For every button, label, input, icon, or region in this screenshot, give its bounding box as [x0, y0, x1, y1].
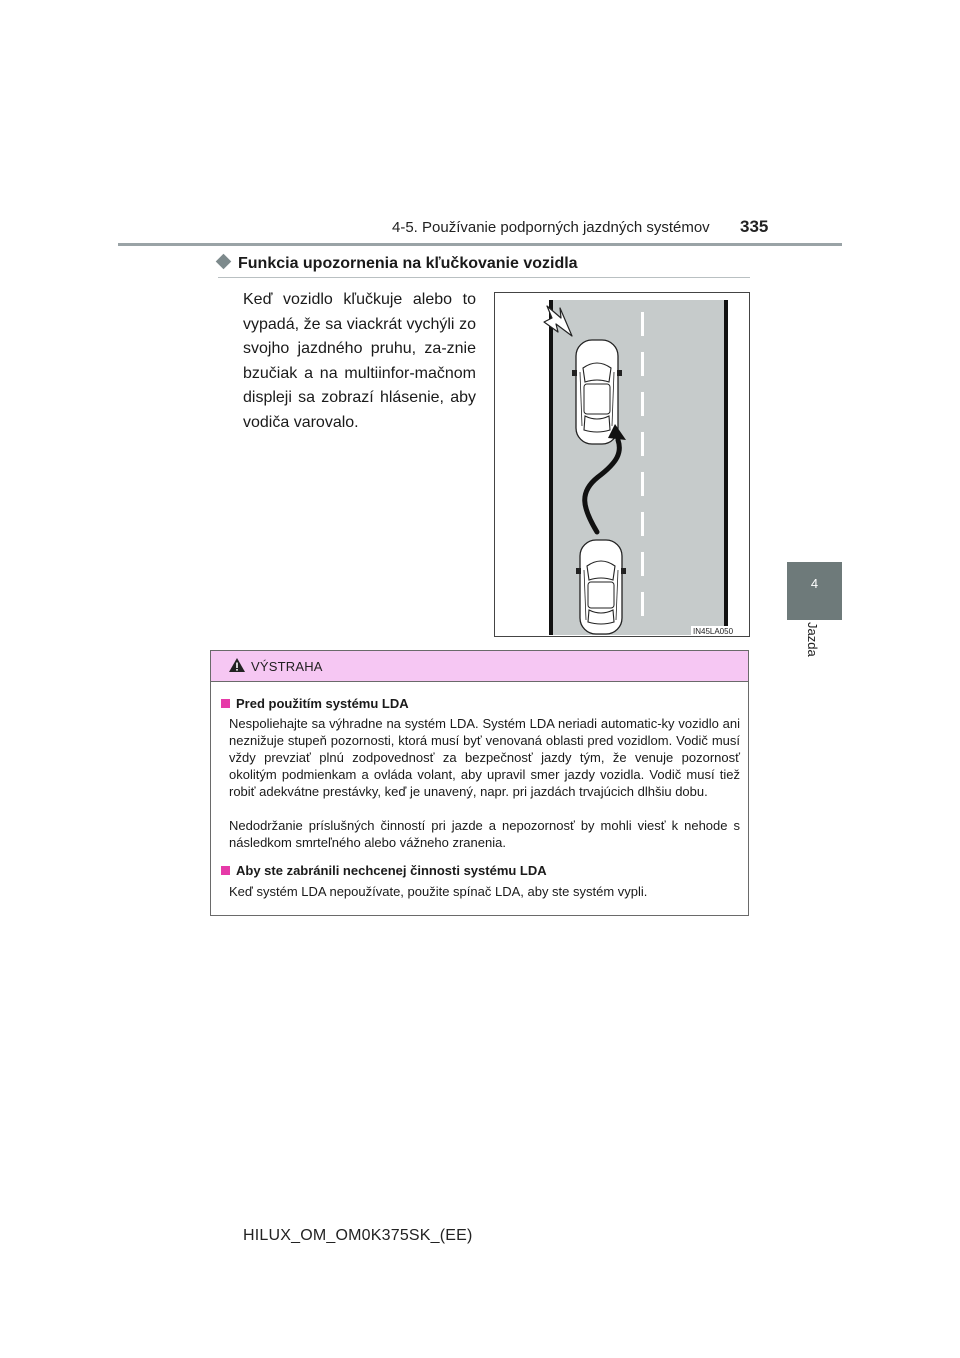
- section-heading-text: Funkcia upozornenia na kľučkovanie vozidla: [238, 255, 578, 272]
- square-bullet-icon: [221, 866, 230, 875]
- warning-box: [210, 650, 749, 916]
- square-bullet-icon: [221, 699, 230, 708]
- left-lane-line: [549, 300, 553, 635]
- warning-item-text-1b: Nedodržanie príslušných činností pri jazde a nepozornosť by mohli viesť k nehode s následkom smrteľného alebo vážneho zranenia.: [229, 818, 740, 850]
- warning-item-title-1-text: Pred použitím systému LDA: [236, 696, 409, 711]
- section-rule: [218, 277, 750, 278]
- car-bottom: [576, 540, 626, 634]
- warning-item-text-1: Nespoliehajte sa výhradne na systém LDA. Systém LDA neriadi automatic-ky vozidlo ani neznižuje stupeň pozornosti, ktorá musí byť venovaná oblasti pred vozidlom. Vodič musí vždy prevziať plnú zodpovednosť za bezpečnosť jazdy tým, že venuje pozornosť okolitým podmienkam a ovláda volant, aby upravil smer jazdy vozidla. Vodič musí tiež robiť adekvátne prestávky, keď je unavený, napr. pri jazdách trvajúcich dlhšiu dobu.: [229, 716, 740, 799]
- warning-item-text-2: Keď systém LDA nepoužívate, použite spínač LDA, aby ste systém vypli.: [229, 884, 648, 899]
- illustration-svg: [494, 292, 750, 637]
- section-heading: [218, 255, 578, 273]
- warning-header: [211, 651, 748, 682]
- warning-item-title-1: [221, 696, 409, 711]
- lane-weaving-illustration: [494, 292, 750, 637]
- running-header-title: 4-5. Používanie podporných jazdných systémov: [392, 219, 710, 236]
- chapter-label: Jazda: [805, 622, 820, 657]
- right-lane-line: [724, 300, 728, 635]
- warning-triangle-icon: [228, 657, 246, 673]
- document-code: HILUX_OM_OM0K375SK_(EE): [243, 1227, 473, 1244]
- section-body-text: Keď vozidlo kľučkuje alebo to vypadá, že sa viackrát vychýli zo svojho jazdného pruhu, za-znie bzučiak a na multiinfor-mačnom displeji sa zobrazí hlásenie, aby vodiča varovalo.: [243, 291, 476, 431]
- diamond-bullet-icon: [216, 254, 232, 270]
- header-rule: [118, 243, 842, 246]
- chapter-number: 4: [810, 576, 819, 591]
- warning-item-title-2-text: Aby ste zabránili nechcenej činnosti systému LDA: [236, 863, 547, 878]
- warning-title: VÝSTRAHA: [251, 659, 323, 674]
- page-number: 335: [740, 217, 769, 236]
- warning-item-title-2: [221, 863, 547, 878]
- figure-code: IN45LA050: [693, 627, 734, 636]
- chapter-tab: [787, 562, 842, 620]
